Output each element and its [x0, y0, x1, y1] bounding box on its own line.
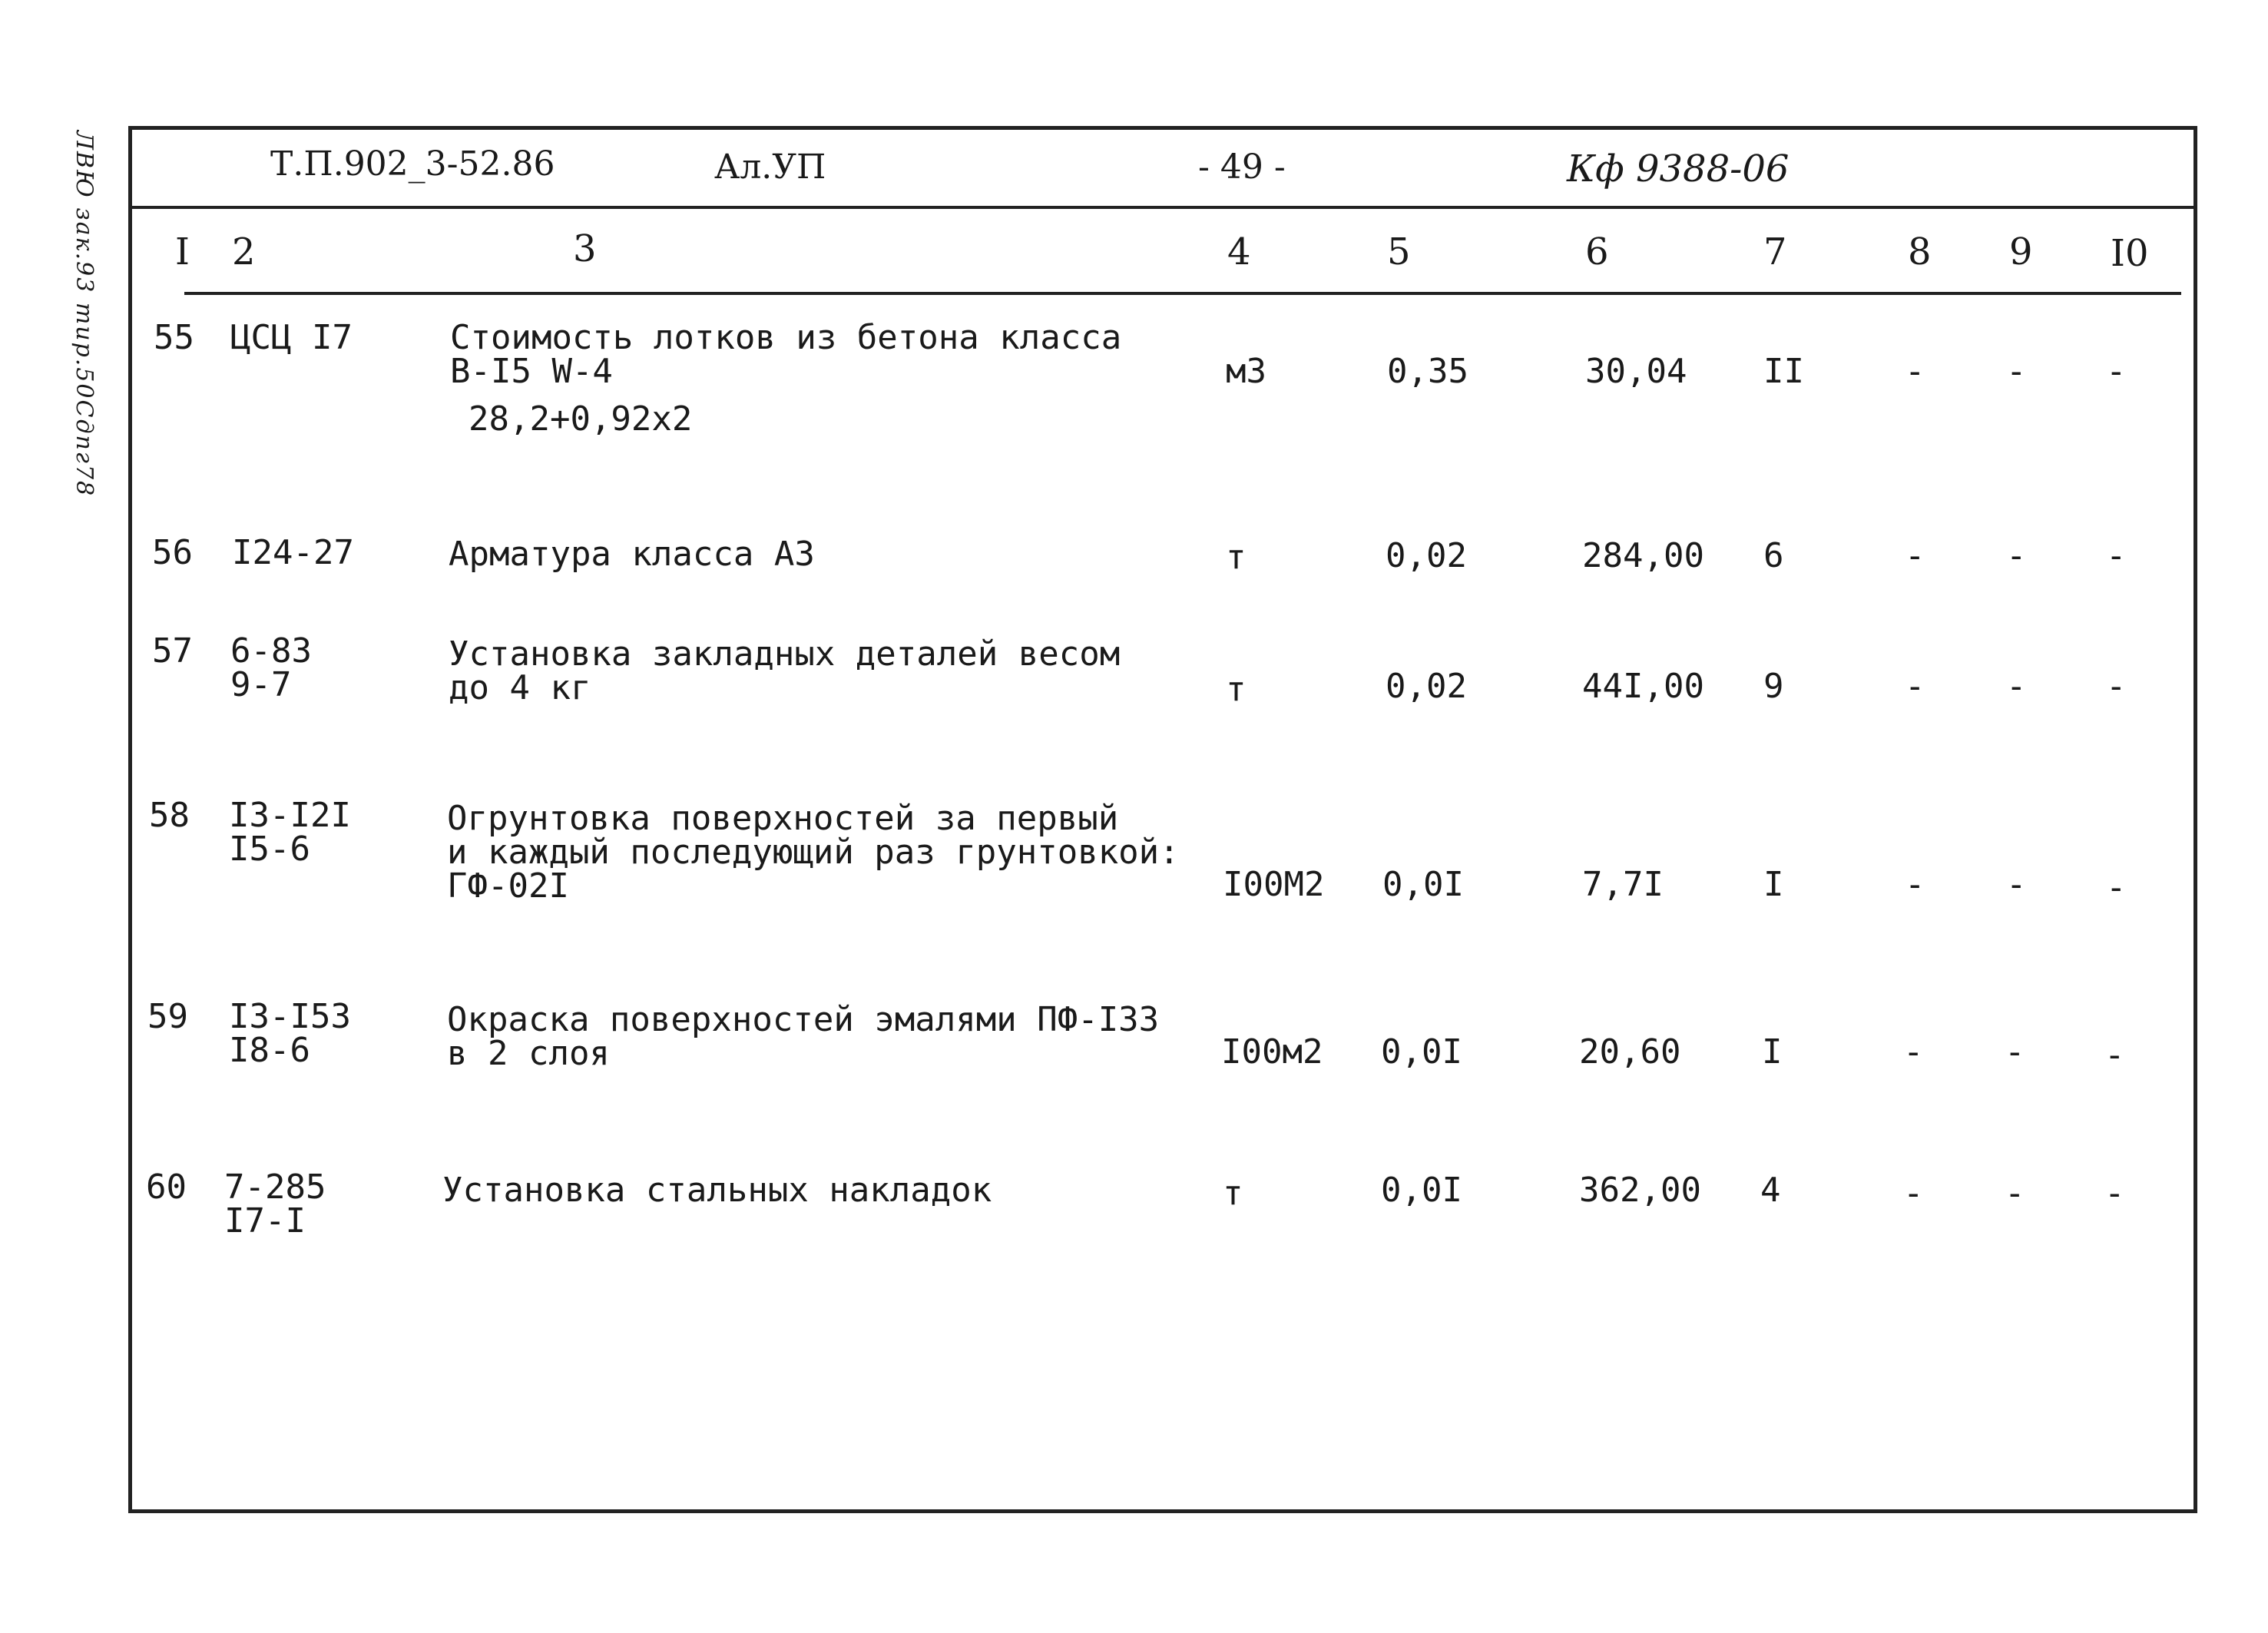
- row-col10: -: [2104, 1174, 2125, 1213]
- column-header-10: I0: [2111, 232, 2149, 275]
- row-col8: -: [1903, 1032, 1924, 1072]
- row-unit: м3: [1226, 352, 1266, 391]
- column-header-4: 4: [1227, 230, 1251, 273]
- row-quantity: 0,02: [1386, 536, 1467, 575]
- row-col10: -: [2106, 667, 2127, 706]
- album-label: Ал.УП: [714, 147, 826, 187]
- column-header-7: 7: [1763, 230, 1787, 273]
- row-code: I24-27: [232, 533, 354, 572]
- row-col9: -: [2006, 352, 2027, 391]
- row-code: 7-285 I7-I: [224, 1168, 326, 1240]
- row-number: 59: [147, 997, 188, 1036]
- row-col7: I: [1762, 1032, 1783, 1072]
- row-quantity: 0,0I: [1381, 1032, 1462, 1072]
- row-number: 57: [152, 631, 193, 671]
- row-col7: II: [1763, 352, 1804, 391]
- row-description: Установка закладных деталей весом до 4 кг: [449, 634, 1121, 707]
- row-col10: -: [2106, 868, 2127, 907]
- row-number: 56: [152, 533, 193, 572]
- row-quantity: 0,0I: [1382, 865, 1464, 904]
- row-code: 6-83 9-7: [230, 631, 312, 704]
- row-col9: -: [2006, 536, 2027, 575]
- row-quantity: 0,02: [1386, 667, 1467, 706]
- row-number: 55: [154, 318, 194, 357]
- row-description: Арматура класса А3: [449, 535, 815, 574]
- column-header-2: 2: [232, 230, 256, 273]
- row-col7: 9: [1763, 667, 1784, 706]
- column-header-9: 9: [2009, 230, 2033, 273]
- row-col8: -: [1905, 667, 1925, 706]
- row-col8: -: [1905, 865, 1925, 904]
- side-stamp-note: ЛВЮ зак.93 тир.50Сдпг78: [71, 131, 98, 498]
- row-code: I3-I2I I5-6: [229, 796, 351, 869]
- row-col8: -: [1905, 536, 1925, 575]
- row-description: Огрунтовка поверхностей за первый и каждый последующий раз грунтовкой: ГФ-02I: [447, 799, 1180, 906]
- row-price: 362,00: [1579, 1171, 1701, 1210]
- column-header-5: 5: [1387, 230, 1411, 273]
- row-col7: 6: [1763, 536, 1784, 575]
- row-formula: 28,2+0,92х2: [468, 399, 693, 439]
- row-col9: -: [2006, 667, 2027, 706]
- row-col10: -: [2106, 352, 2127, 391]
- document-number: Т.П.902_3-52.86: [270, 144, 555, 184]
- row-price: 284,00: [1582, 536, 1704, 575]
- row-unit: т: [1223, 1174, 1243, 1213]
- row-code: I3-I53 I8-6: [229, 997, 351, 1070]
- header-divider: [131, 206, 2197, 209]
- archive-code: Кф 9388-06: [1567, 147, 1790, 190]
- column-header-6: 6: [1585, 230, 1609, 273]
- row-quantity: 0,0I: [1381, 1171, 1462, 1210]
- row-price: 20,60: [1579, 1032, 1681, 1072]
- row-description: Окраска поверхностей эмалями ПФ-I33 в 2 слоя: [447, 1000, 1160, 1073]
- row-col10: -: [2104, 1035, 2125, 1075]
- row-col9: -: [2006, 865, 2027, 904]
- row-unit: т: [1226, 538, 1247, 577]
- row-unit: I00М2: [1223, 865, 1325, 904]
- row-code: ЦСЦ I7: [230, 318, 353, 357]
- row-price: 30,04: [1585, 352, 1687, 391]
- column-header-divider: [184, 292, 2181, 295]
- row-description: Установка стальных накладок: [442, 1171, 992, 1210]
- row-price: 7,7I: [1582, 865, 1664, 904]
- column-header-8: 8: [1908, 230, 1932, 273]
- row-quantity: 0,35: [1387, 352, 1468, 391]
- row-number: 58: [149, 796, 190, 835]
- row-description: Стоимость лотков из бетона класса В-I5 W-4: [450, 318, 1122, 391]
- row-unit: I00м2: [1221, 1032, 1323, 1072]
- row-col9: -: [2005, 1174, 2025, 1213]
- row-price: 44I,00: [1582, 667, 1704, 706]
- row-col7: I: [1763, 865, 1784, 904]
- row-number: 60: [146, 1168, 187, 1207]
- column-header-1: I: [175, 230, 190, 273]
- row-unit: т: [1226, 670, 1247, 709]
- row-col8: -: [1903, 1174, 1924, 1213]
- row-col9: -: [2005, 1032, 2025, 1072]
- row-col7: 4: [1760, 1171, 1781, 1210]
- row-col10: -: [2106, 536, 2127, 575]
- page-number: - 49 -: [1198, 147, 1286, 187]
- row-col8: -: [1905, 352, 1925, 391]
- column-header-3: 3: [573, 227, 597, 270]
